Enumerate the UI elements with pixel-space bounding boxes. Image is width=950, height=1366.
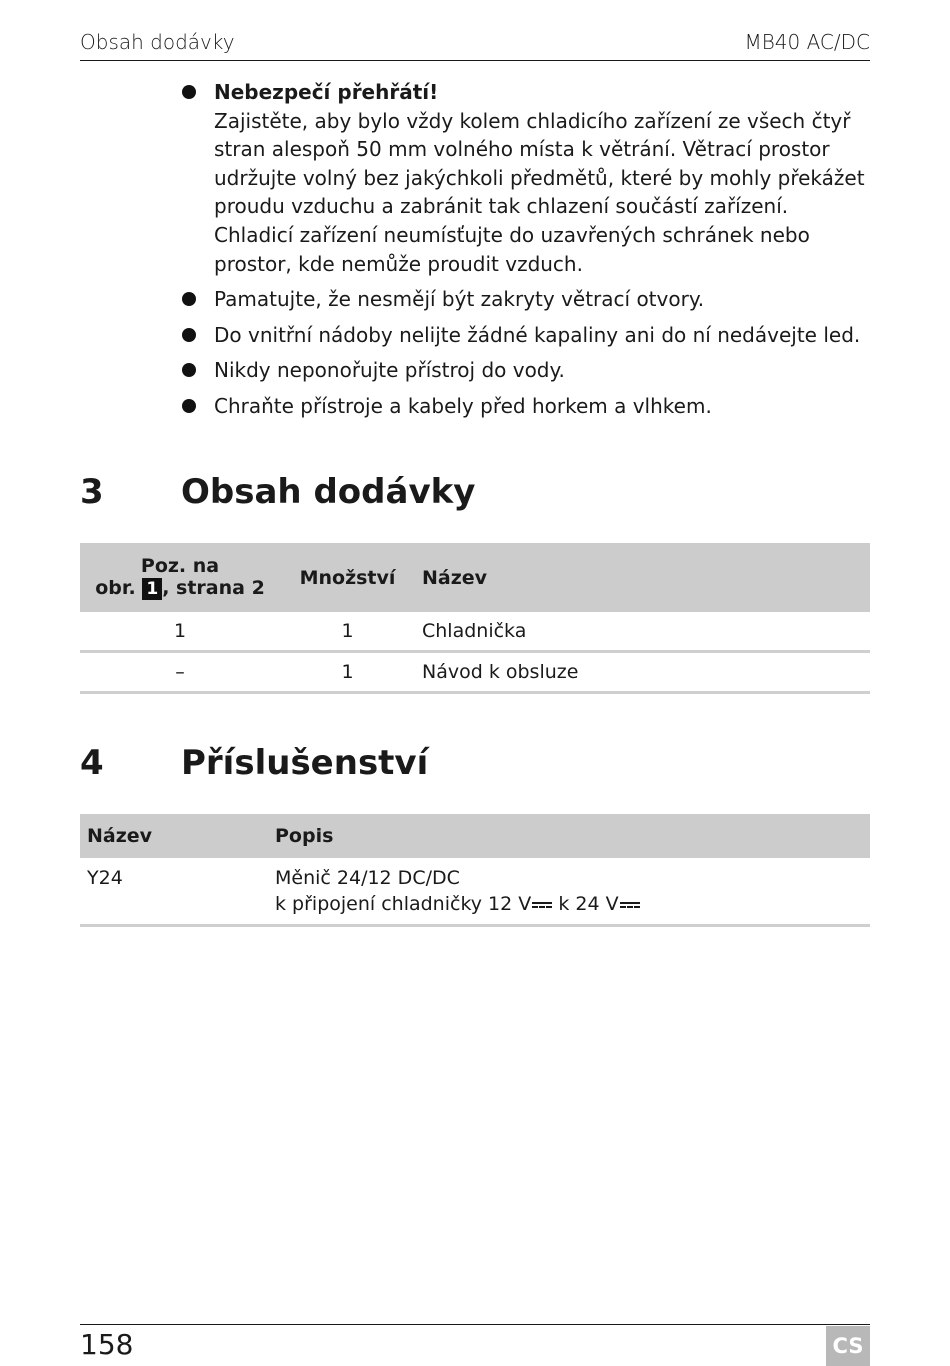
table-row (80, 858, 870, 926)
cell-position: 1 (80, 612, 280, 652)
bullet-dot-icon (182, 363, 196, 377)
cell-quantity: 1 (280, 652, 415, 693)
list-item-text: Pamatujte, že nesmějí být zakryty větrací otvory. (214, 287, 705, 312)
accessories-table (80, 814, 870, 927)
bullet-dot-icon (182, 85, 196, 99)
cell-description (268, 858, 870, 926)
delivery-contents-table (80, 543, 870, 694)
list-item-text: Nikdy neponořujte přístroj do vody. (214, 358, 565, 383)
page-footer (80, 1324, 870, 1366)
cell-position: – (80, 652, 280, 693)
bullet-dot-icon (182, 399, 196, 413)
dc-voltage-icon (532, 900, 552, 910)
warning-text: Zajistěte, aby bylo vždy kolem chladicího zařízení ze všech čtyř stran alespoň 50 mm volného místa k větrání. Větrací prostor udržujte volný bez jakýchkoli předmětů, které by mohly překážet proudu vzduchu a zabránit tak chlazení součástí zařízení. Chladicí zařízení neumísťujte do uzavřených schránek nebo prostor, kde nemůže proudit vzduch. (214, 108, 865, 276)
section-title: Obsah dodávky (181, 472, 476, 512)
page-number: 158 (80, 1328, 134, 1361)
list-item (180, 285, 872, 314)
header-pos-prefix: obr. (95, 577, 136, 599)
table-header-row (80, 814, 870, 858)
bullet-dot-icon (182, 328, 196, 342)
list-item-text: Chraňte přístroje a kabely před horkem a vlhkem. (214, 393, 712, 418)
column-header-name: Název (80, 814, 268, 858)
description-line-2b: k 24 V (552, 893, 619, 915)
list-item (180, 78, 872, 278)
column-header-description: Popis (268, 814, 870, 858)
section-number: 4 (80, 743, 104, 783)
table-row (80, 612, 870, 652)
column-header-quantity: Množství (280, 543, 415, 612)
warning-title: Nebezpečí přehřátí! (214, 80, 439, 104)
column-header-position (80, 543, 280, 612)
section-number: 3 (80, 472, 104, 512)
cell-quantity: 1 (280, 612, 415, 652)
cell-name: Návod k obsluze (415, 652, 870, 693)
list-item (180, 392, 872, 421)
description-line-2a: k připojení chladničky 12 V (275, 893, 532, 915)
figure-number-badge: 1 (142, 578, 162, 600)
bullet-dot-icon (182, 292, 196, 306)
cell-name: Chladnička (415, 612, 870, 652)
dc-voltage-icon (620, 900, 640, 910)
page-header (80, 28, 870, 61)
column-header-name: Název (415, 543, 870, 612)
table-header-row (80, 543, 870, 612)
header-pos-line1: Poz. na (140, 555, 220, 577)
header-model: MB40 AC/DC (744, 30, 870, 54)
section-title: Příslušenství (181, 743, 429, 783)
cell-name: Y24 (80, 858, 268, 926)
header-section-title: Obsah dodávky (80, 30, 235, 54)
list-item (180, 321, 872, 350)
language-badge: CS (826, 1326, 870, 1366)
list-item-text: Do vnitřní nádoby nelijte žádné kapaliny ani do ní nedávejte led. (214, 322, 861, 347)
header-pos-suffix: , strana 2 (162, 577, 265, 599)
list-item (180, 356, 872, 385)
description-line-1: Měnič 24/12 DC/DC (275, 867, 460, 889)
table-row (80, 652, 870, 693)
safety-bullet-list (180, 78, 872, 428)
